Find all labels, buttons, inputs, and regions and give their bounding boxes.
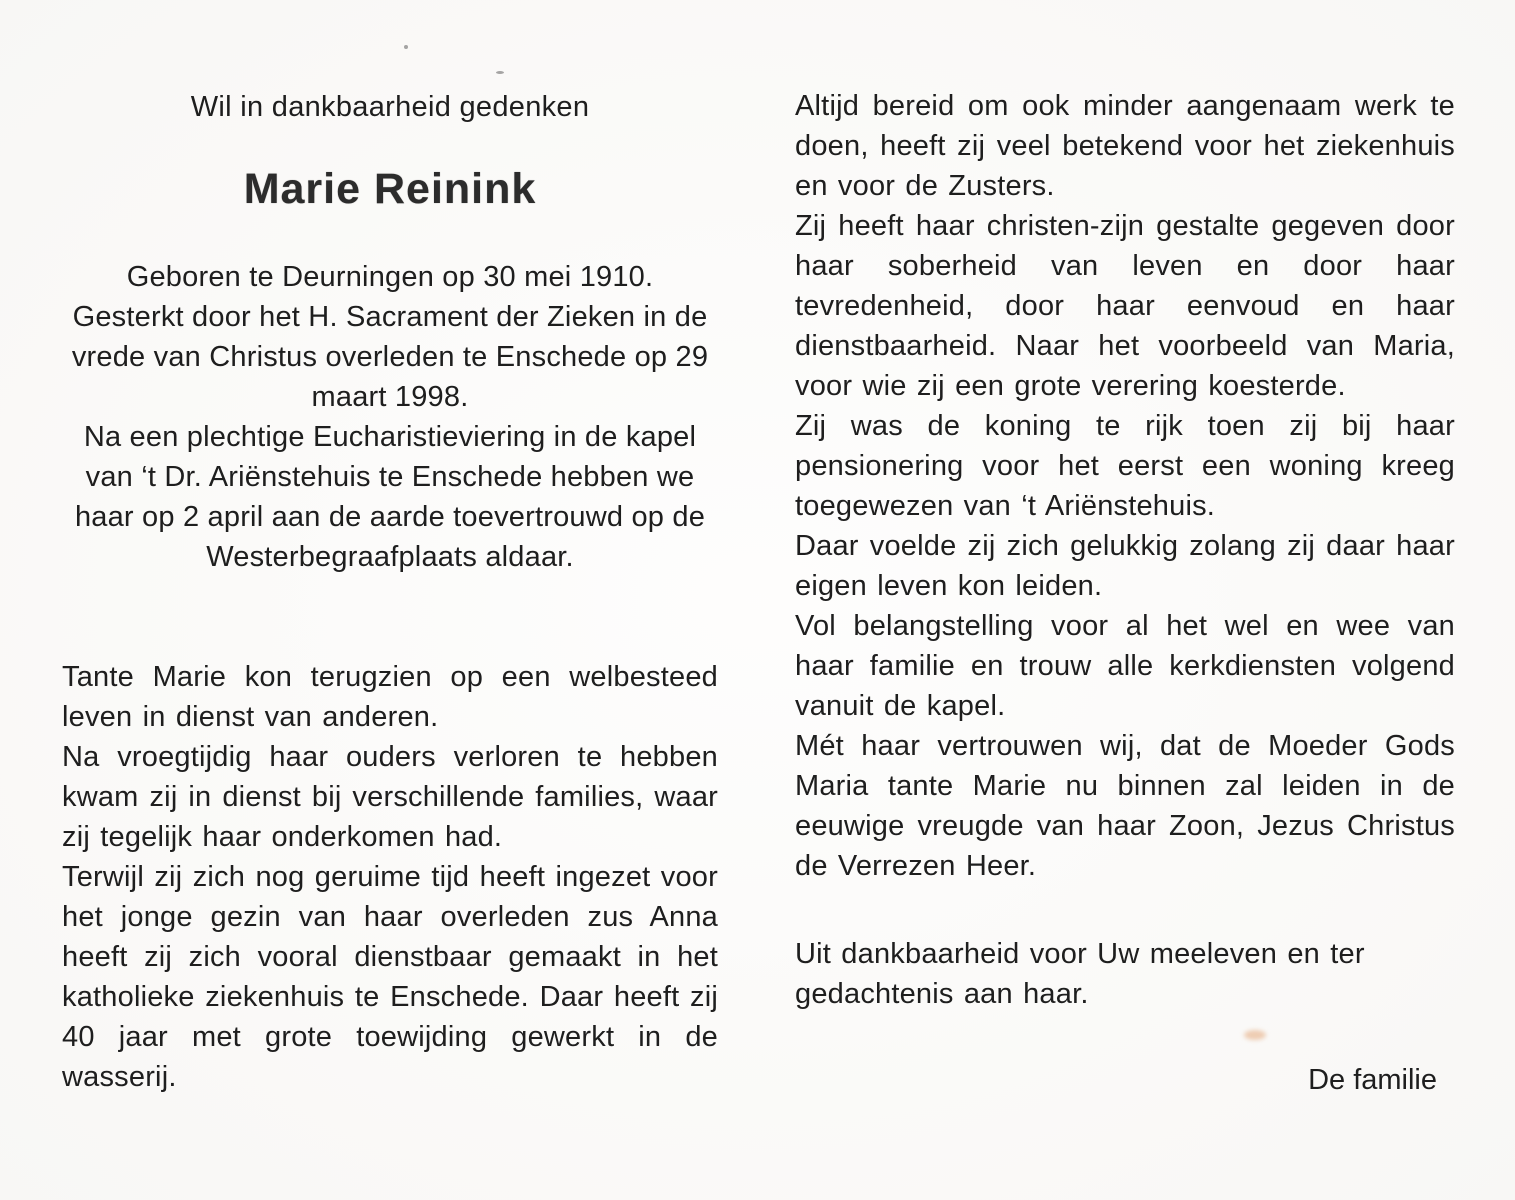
tribute-paragraph: Zij was de koning te rijk toen zij bij haar pensionering voor het eerst een woning kreeg toegewezen van ‘t Ariënstehuis. bbox=[795, 410, 1455, 522]
deceased-name: Marie Reinink bbox=[243, 165, 537, 213]
tribute-paragraph: Altijd bereid om ook minder aangenaam werk te doen, heeft zij veel betekend voor het ziekenhuis en voor de Zusters. bbox=[795, 90, 1455, 202]
intro-line: Wil in dankbaarheid gedenken bbox=[190, 91, 590, 123]
scan-speck bbox=[404, 45, 408, 49]
tribute-block bbox=[795, 86, 1455, 886]
signature: De familie bbox=[1308, 1064, 1437, 1096]
life-story-block bbox=[62, 657, 718, 1097]
memorial-block bbox=[62, 257, 718, 577]
tribute-paragraph: Vol belangstelling voor al het wel en wee van haar familie en trouw alle kerkdiensten volgend vanuit de kapel. bbox=[795, 610, 1455, 722]
memorial-paragraph: Na een plechtige Eucharistieviering in de kapel van ‘t Dr. Ariënstehuis te Enschede hebben we haar op 2 april aan de aarde toevertrouwd op de Westerbegraafplaats aldaar. bbox=[74, 421, 706, 573]
memorial-paragraph: Geboren te Deurningen op 30 mei 1910. bbox=[126, 261, 654, 293]
life-paragraph: Terwijl zij zich nog geruime tijd heeft ingezet voor het jonge gezin van haar overleden zus Anna heeft zij zich vooral dienstbaar gemaakt in het katholieke ziekenhuis te Enschede. Daar heeft zij 40 jaar met grote toewijding gewerkt in de wasserij. bbox=[62, 861, 718, 1093]
left-column bbox=[62, 0, 718, 1097]
right-column bbox=[795, 0, 1455, 1100]
life-paragraph: Na vroegtijdig haar ouders verloren te hebben kwam zij in dienst bij verschillende families, waar zij tegelijk haar onderkomen had. bbox=[62, 741, 718, 853]
tribute-paragraph: Daar voelde zij zich gelukkig zolang zij daar haar eigen leven kon leiden. bbox=[795, 530, 1455, 602]
scan-speck bbox=[496, 71, 504, 74]
memorial-paragraph: Gesterkt door het H. Sacrament der Zieken in de vrede van Christus overleden te Enschede op 29 maart 1998. bbox=[71, 301, 709, 413]
tribute-paragraph: Mét haar vertrouwen wij, dat de Moeder Gods Maria tante Marie nu binnen zal leiden in de eeuwige vreugde van haar Zoon, Jezus Christus de Verrezen Heer. bbox=[795, 730, 1455, 882]
closing-paragraph: Uit dankbaarheid voor Uw meeleven en ter gedachtenis aan haar. bbox=[795, 938, 1365, 1010]
life-paragraph: Tante Marie kon terugzien op een welbesteed leven in dienst van anderen. bbox=[62, 661, 718, 733]
tribute-paragraph: Zij heeft haar christen-zijn gestalte gegeven door haar soberheid van leven en door haar tevredenheid, door haar eenvoud en haar dienstbaarheid. Naar het voorbeeld van Maria, voor wie zij een grote verering koesterde. bbox=[795, 210, 1455, 402]
scan-stain bbox=[1244, 1030, 1266, 1040]
